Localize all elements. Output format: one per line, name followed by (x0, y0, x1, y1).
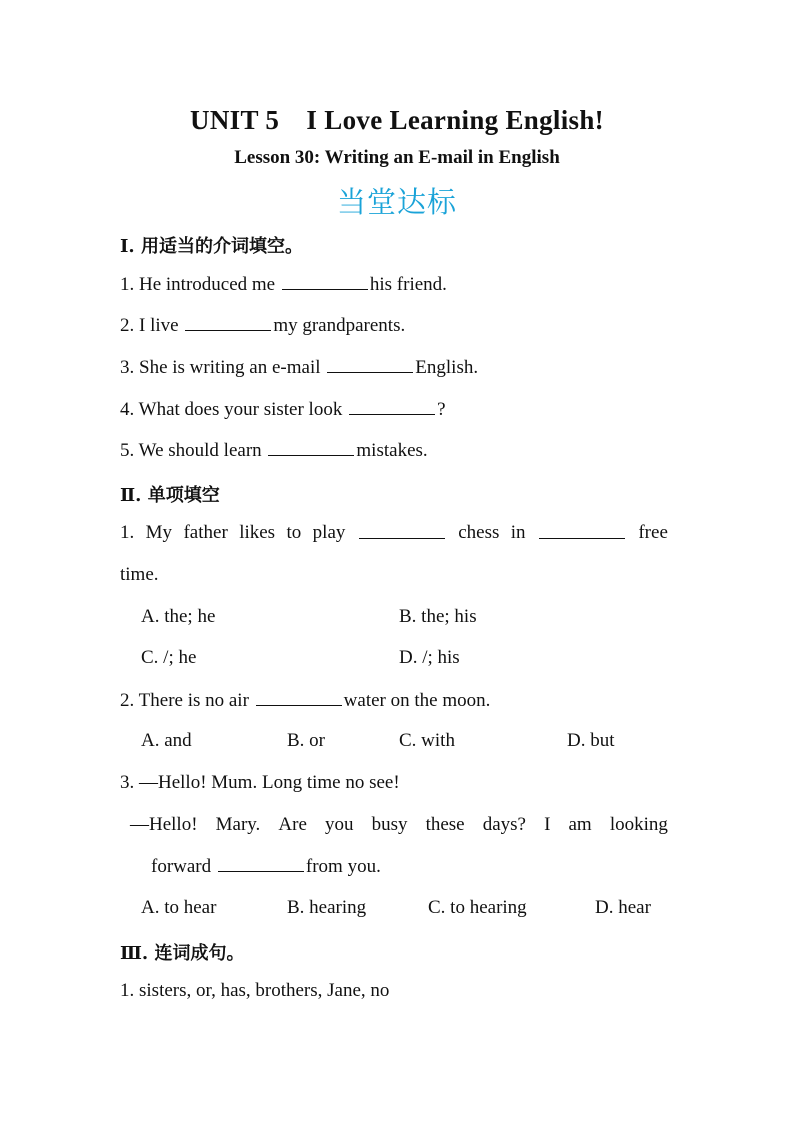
s2-q3-option-c[interactable]: C. to hearing (428, 897, 527, 918)
s1-question-2 (120, 314, 405, 337)
s3-question-1: 1. sisters, or, has, brothers, Jane, no (120, 980, 390, 1001)
s1-q5-text-before: 5. We should learn (120, 440, 262, 461)
s2-q3-continuation (151, 855, 381, 878)
s2-question-3: 3. —Hello! Mum. Long time no see! (120, 772, 400, 793)
section-1-heading: Ⅰ. 用适当的介词填空。 (120, 236, 303, 257)
s1-q5-blank[interactable] (268, 439, 354, 456)
s2-q3-text-after: from you. (305, 856, 381, 877)
unit-title: UNIT 5 I Love Learning English! (190, 105, 604, 135)
s2-q1-word: free (638, 522, 668, 543)
s1-question-4 (120, 398, 446, 421)
s2-q1-continuation: time. (120, 564, 159, 585)
s2-q1-blank-1[interactable] (359, 522, 445, 539)
s2-q3-blank[interactable] (218, 855, 304, 872)
s2-q1-option-c[interactable]: C. /; he (141, 647, 197, 668)
s1-q2-text-before: 2. I live (120, 315, 179, 336)
s1-q3-text-before: 3. She is writing an e-mail (120, 357, 321, 378)
s1-q2-text-after: my grandparents. (273, 315, 406, 336)
s2-q3-option-a[interactable]: A. to hear (141, 897, 217, 918)
s1-q1-text-after: his friend. (369, 274, 447, 295)
s1-q4-text-after: ? (437, 399, 446, 420)
s2-q1-word: likes (239, 522, 276, 543)
s1-question-1 (120, 273, 447, 296)
s2-q1-option-b[interactable]: B. the; his (399, 606, 477, 627)
section-3-heading: Ⅲ. 连词成句。 (120, 943, 245, 964)
s2-question-2 (120, 689, 490, 712)
s2-q1-word: 1. (120, 522, 135, 543)
s2-q3-word: am (568, 814, 592, 835)
s2-q3-word: Mary. (215, 814, 261, 835)
s2-question-1 (120, 522, 668, 544)
s2-q1-word: chess (458, 522, 500, 543)
s2-q1-word: in (510, 522, 526, 543)
s2-q1-word: play (312, 522, 346, 543)
s2-q3-option-b[interactable]: B. hearing (287, 897, 367, 918)
s1-q2-blank[interactable] (185, 314, 271, 331)
s1-question-5 (120, 439, 428, 462)
s2-q1-word: father (183, 522, 228, 543)
s2-q3-word: Are (278, 814, 307, 835)
s1-q4-blank[interactable] (349, 398, 435, 415)
s2-q2-option-c[interactable]: C. with (399, 730, 455, 751)
s2-q3-word: —Hello! (130, 814, 198, 835)
s2-q2-text-after: water on the moon. (343, 690, 491, 711)
s2-q2-option-a[interactable]: A. and (141, 730, 192, 751)
s2-q3-word: I (544, 814, 551, 835)
s2-q3-word: days? (482, 814, 526, 835)
s2-q1-option-a[interactable]: A. the; he (141, 606, 216, 627)
s1-q1-blank[interactable] (282, 273, 368, 290)
s2-q1-blank-2[interactable] (539, 522, 625, 539)
s1-question-3 (120, 356, 478, 379)
s2-q3-word: looking (609, 814, 668, 835)
s2-q1-word: My (145, 522, 173, 543)
s2-q3-word: these (425, 814, 465, 835)
s2-q3-reply-line (130, 814, 668, 836)
lesson-title: Lesson 30: Writing an E-mail in English (234, 147, 560, 168)
s2-q2-option-d[interactable]: D. but (567, 730, 615, 751)
s2-q1-word: to (286, 522, 302, 543)
s2-q3-word: you (324, 814, 354, 835)
s1-q4-text-before: 4. What does your sister look (120, 399, 343, 420)
s2-q1-option-d[interactable]: D. /; his (399, 647, 460, 668)
s1-q5-text-after: mistakes. (356, 440, 428, 461)
s2-q3-word: busy (371, 814, 408, 835)
s2-q2-blank[interactable] (256, 689, 342, 706)
s2-q3-text-before: forward (151, 856, 212, 877)
s2-q3-option-d[interactable]: D. hear (595, 897, 651, 918)
s1-q3-blank[interactable] (327, 356, 413, 373)
s1-q3-text-after: English. (415, 357, 479, 378)
s2-q2-option-b[interactable]: B. or (287, 730, 325, 751)
s1-q1-text-before: 1. He introduced me (120, 274, 276, 295)
section-2-heading: Ⅱ. 单项填空 (120, 485, 220, 506)
s2-q2-text-before: 2. There is no air (120, 690, 249, 711)
practice-banner: 当堂达标 (336, 185, 457, 219)
